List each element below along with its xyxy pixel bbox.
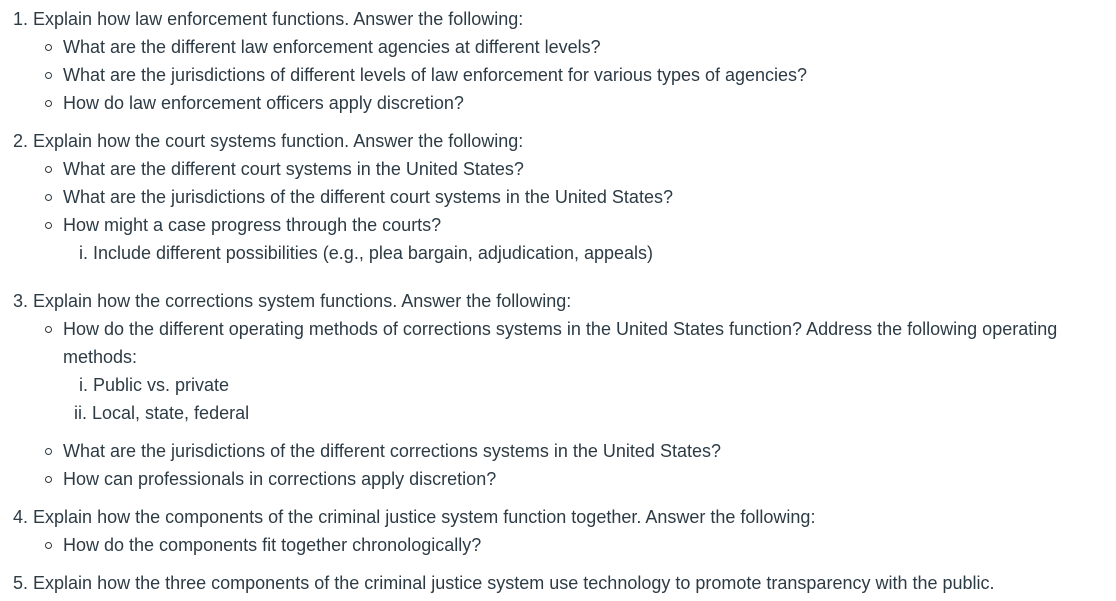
section-3-heading <box>13 290 571 312</box>
section-heading-text: Explain how the components of the criminal justice system function together. Answer the following: <box>33 507 816 527</box>
bullet-icon <box>45 194 52 201</box>
list-item: How do the components fit together chronologically? <box>63 535 482 555</box>
section-number: 5. <box>13 573 29 593</box>
bullet-icon <box>45 448 52 455</box>
bullet-icon <box>45 476 52 483</box>
section-5-heading <box>13 572 995 594</box>
list-item-continuation: methods: <box>63 347 138 367</box>
sub-list-item: i. Public vs. private <box>79 375 230 395</box>
list-item: How can professionals in corrections apply discretion? <box>63 469 497 489</box>
list-item: How do the different operating methods of corrections systems in the United States function? Address the following operating <box>63 319 1058 339</box>
bullet-icon <box>45 542 52 549</box>
list-item: How do law enforcement officers apply discretion? <box>63 93 464 113</box>
section-number: 3. <box>13 291 29 311</box>
list-item: What are the jurisdictions of the different corrections systems in the United States? <box>63 441 721 461</box>
section-number: 1. <box>13 9 29 29</box>
section-1-heading <box>13 8 523 30</box>
bullet-icon <box>45 100 52 107</box>
section-heading-text: Explain how the corrections system functions. Answer the following: <box>33 291 572 311</box>
sub-list-item: i. Include different possibilities (e.g., plea bargain, adjudication, appeals) <box>79 243 654 263</box>
section-2-heading <box>13 130 523 152</box>
list-item: What are the jurisdictions of the different court systems in the United States? <box>63 187 673 207</box>
section-heading-text: Explain how the three components of the criminal justice system use technology to promote transparency with the public. <box>33 573 995 593</box>
section-number: 2. <box>13 131 29 151</box>
section-heading-text: Explain how law enforcement functions. Answer the following: <box>33 9 524 29</box>
bullet-icon <box>45 72 52 79</box>
list-item: What are the different law enforcement agencies at different levels? <box>63 37 601 57</box>
bullet-icon <box>45 44 52 51</box>
bullet-icon <box>45 166 52 173</box>
list-item: What are the jurisdictions of different levels of law enforcement for various types of agencies? <box>63 65 808 85</box>
list-item: How might a case progress through the courts? <box>63 215 442 235</box>
section-heading-text: Explain how the court systems function. Answer the following: <box>33 131 524 151</box>
section-4-heading <box>13 506 815 528</box>
bullet-icon <box>45 222 52 229</box>
section-number: 4. <box>13 507 29 527</box>
list-item: What are the different court systems in the United States? <box>63 159 524 179</box>
sub-list-item: ii. Local, state, federal <box>74 403 250 423</box>
bullet-icon <box>45 326 52 333</box>
